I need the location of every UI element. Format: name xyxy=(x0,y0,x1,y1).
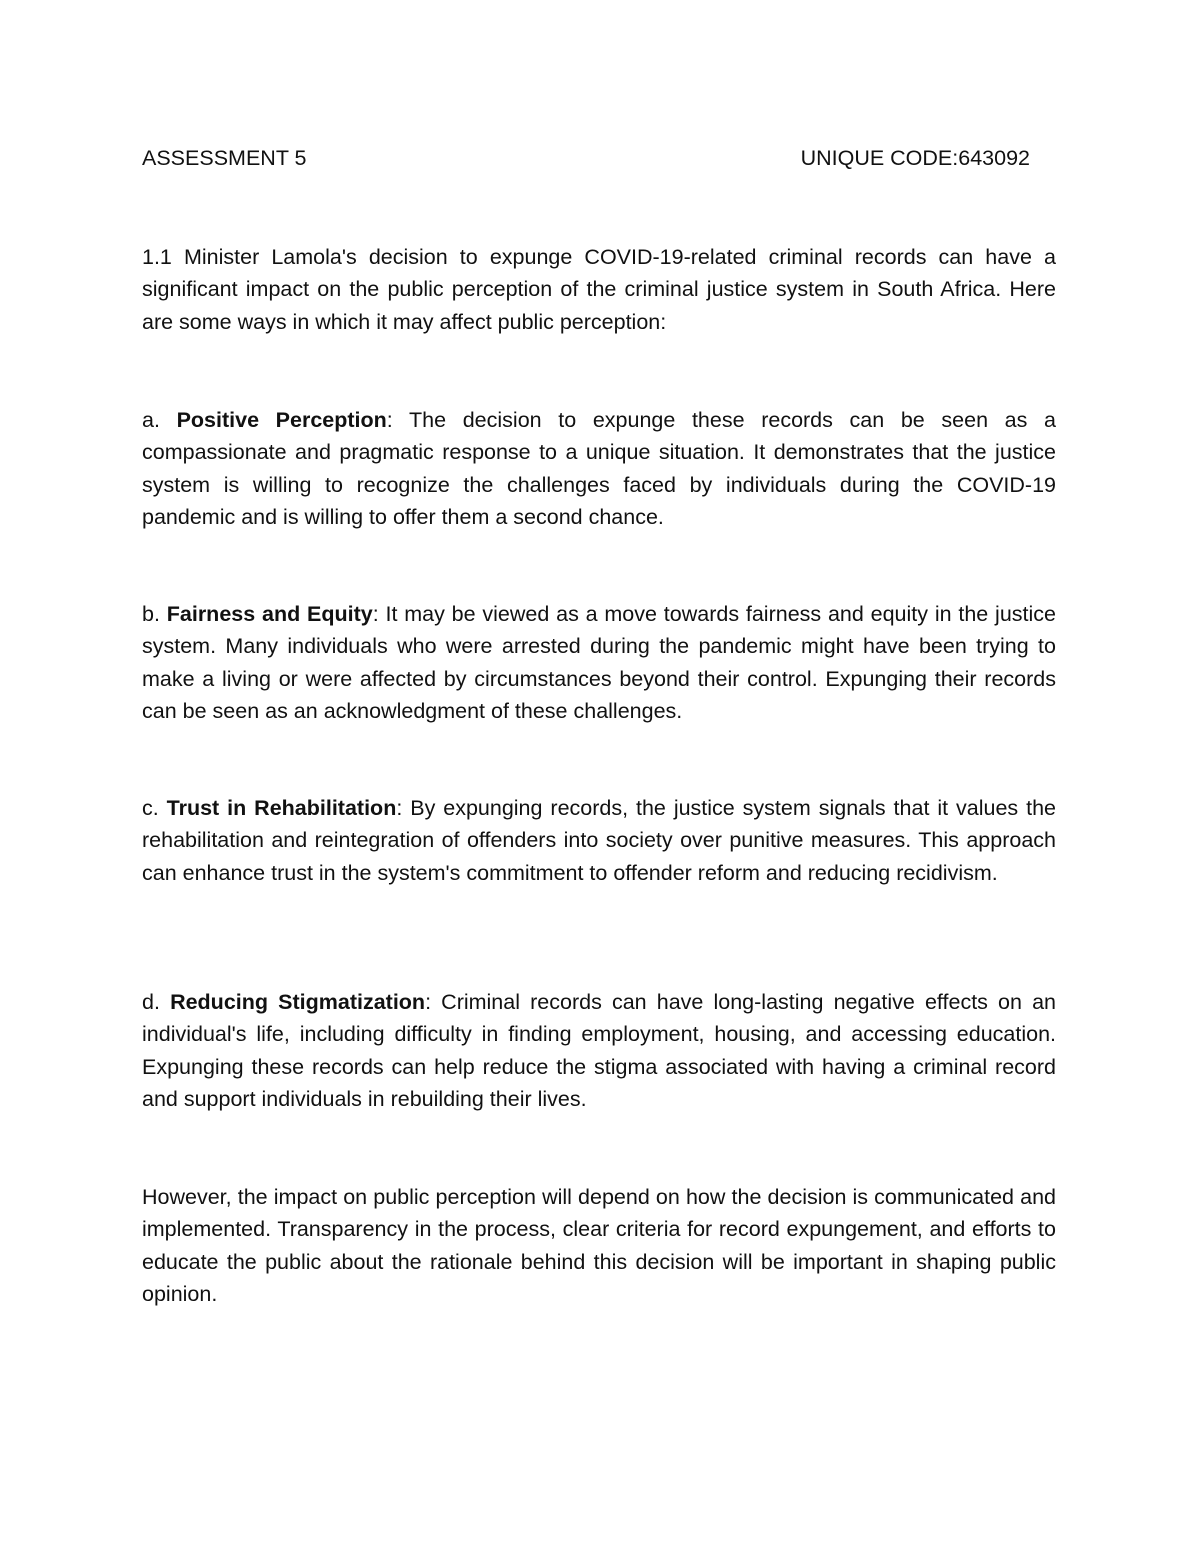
point-prefix: d. xyxy=(142,990,171,1014)
point-prefix: c. xyxy=(142,796,167,820)
point-title: Fairness and Equity xyxy=(166,602,373,626)
conclusion-paragraph: However, the impact on public perception will depend on how the decision is communicated and implemented. Transparency in the process, clear criteria for record expungement, and efforts to educate the public about the rationale behind this decision will be important in shaping public opinion. xyxy=(142,1185,1056,1306)
point-prefix: b. xyxy=(142,602,167,626)
unique-code: UNIQUE CODE:643092 xyxy=(800,146,1030,170)
point-title: Positive Perception xyxy=(176,408,387,432)
point-trust-rehabilitation xyxy=(142,792,1056,889)
point-title: Reducing Stigmatization xyxy=(170,990,426,1014)
point-positive-perception xyxy=(142,404,1056,533)
point-text: : It may be viewed as a move towards fairness and equity in the justice system. Many individuals who were arrested during the pandemic might have been trying to make a living or were affected by circumstances beyond their control. Expunging their records can be seen as an acknowledgment of these challenges. xyxy=(142,602,1056,723)
assessment-title: ASSESSMENT 5 xyxy=(142,146,307,170)
point-text: : Criminal records can have long-lasting negative effects on an individual's life, including difficulty in finding employment, housing, and accessing education. Expunging these records can help reduce the stigma associated with having a criminal record and support individuals in rebuilding their lives. xyxy=(142,990,1057,1111)
point-title: Trust in Rehabilitation xyxy=(166,796,397,820)
point-text: : The decision to expunge these records can be seen as a compassionate and pragmatic response to a unique situation. It demonstrates that the justice system is willing to recognize the challenges faced by individuals during the COVID-19 pandemic and is willing to offer them a second chance. xyxy=(142,408,1056,529)
point-fairness-equity xyxy=(142,598,1056,727)
point-prefix: a. xyxy=(142,408,177,432)
point-reducing-stigmatization xyxy=(142,986,1056,1115)
document-header xyxy=(142,143,1030,173)
intro-paragraph: 1.1 Minister Lamola's decision to expunge COVID-19-related criminal records can have a significant impact on the public perception of the criminal justice system in South Africa. Here are some ways in which it may affect public perception: xyxy=(142,245,1056,334)
point-text: : By expunging records, the justice system signals that it values the rehabilitation and reintegration of offenders into society over punitive measures. This approach can enhance trust in the system's commitment to offender reform and reducing recidivism. xyxy=(142,796,1056,885)
